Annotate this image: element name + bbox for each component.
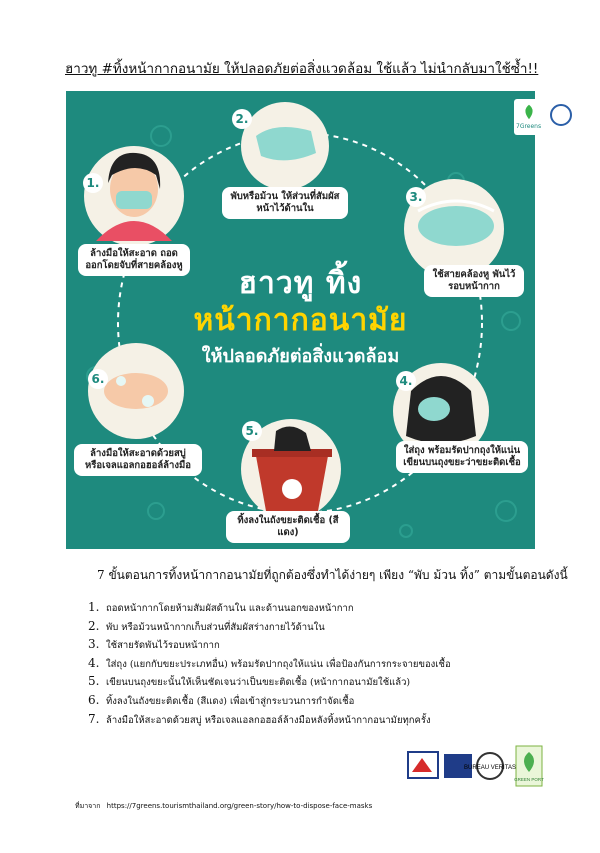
poster-heading-line3: ให้ปลอดภัยต่อสิ่งแวดล้อม: [201, 346, 400, 367]
step-number-1: 1.: [83, 173, 103, 193]
step-number-5: 5.: [242, 421, 262, 441]
source-link[interactable]: https://7greens.tourismthailand.org/green-story/how-to-dispose-face-masks: [106, 802, 373, 810]
step-number-2: 2.: [232, 109, 252, 129]
step-label-1: ล้างมือให้สะอาด ถอดออกโดยจับที่สายคล้องหู: [78, 244, 190, 276]
step-label-2: พับหรือม้วน ให้ส่วนที่สัมผัสหน้าไว้ด้านใน: [222, 187, 348, 219]
infographic-poster: [66, 91, 542, 549]
list-item: 4. ใส่ถุง (แยกกับขยะประเภทอื่น) พร้อมรัดปากถุงให้แน่น เพื่อป้องกันการกระจายของเชื้อ: [88, 655, 451, 670]
cert-badge-text: BUREAU VERITAS: [464, 765, 516, 771]
poster-heading-line1: ฮาวทู ทิ้ง: [238, 266, 363, 301]
steps-list: [88, 600, 451, 730]
tat-logo-icon: [550, 104, 572, 126]
list-item: 6. ทิ้งลงในถังขยะติดเชื้อ (สีแดง) เพื่อเข้าสู่กระบวนการกำจัดเชื้อ: [88, 692, 355, 707]
list-item: 5. เขียนบนถุงขยะนั้นให้เห็นชัดเจนว่าเป็นขยะติดเชื้อ (หน้ากากอนามัยใช้แล้ว): [88, 674, 411, 689]
step-label-6: ล้างมือให้สะอาดด้วยสบู่ หรือเจลแอลกอฮอล์ล้างมือ: [74, 444, 202, 476]
source-citation: [75, 801, 376, 812]
step-label-4: ใส่ถุง พร้อมรัดปากถุงให้แน่น เขียนบนถุงขยะว่าขยะติดเชื้อ: [396, 441, 528, 473]
certification-logos: [406, 746, 546, 786]
list-item: 1. ถอดหน้ากากโดยห้ามสัมผัสด้านใน และด้านนอกของหน้ากาก: [88, 600, 354, 614]
list-item: 2. พับ หรือม้วนหน้ากากเก็บส่วนที่สัมผัสร่างกายไว้ด้านใน: [88, 618, 325, 633]
step-label-5: ทิ้งลงในถังขยะติดเชื้อ (สีแดง): [226, 511, 350, 543]
page-title: ฮาวทู #ทิ้งหน้ากากอนามัย ให้ปลอดภัยต่อสิ่งแวดล้อม ใช้แล้ว ไม่นำกลับมาใช้ซ้ำ!!: [65, 61, 539, 77]
step-number-6: 6.: [88, 369, 108, 389]
folded-mask-illustration: [241, 102, 329, 190]
sevengreens-logo: 7Greens: [514, 99, 578, 135]
intro-text: 7 ขั้นตอนการทิ้งหน้ากากอนามัยที่ถูกต้องซึ่งทำได้ง่ายๆ เพียง “พับ ม้วน ทิ้ง” ตามขั้นตอนดังนี้: [97, 568, 568, 582]
poster-heading-line2: หน้ากากอนามัย: [193, 303, 408, 338]
green-port-text: GREEN PORT: [514, 777, 544, 782]
step-label-3: ใช้สายคล้องหู พันไว้รอบหน้ากาก: [424, 265, 524, 297]
step-number-3: 3.: [406, 187, 426, 207]
source-label: ที่มาจาก: [75, 802, 101, 810]
list-item: 7. ล้างมือให้สะอาดด้วยสบู่ หรือเจลแอลกอฮอล์ล้างมือหลังทิ้งหน้ากากอนามัยทุกครั้ง: [88, 711, 431, 726]
step-number-4: 4.: [396, 371, 416, 391]
person-illustration: [84, 146, 184, 246]
list-item: 3. ใช้สายรัดพันไว้รอบหน้ากาก: [88, 637, 220, 652]
leaf-icon: [520, 103, 538, 121]
